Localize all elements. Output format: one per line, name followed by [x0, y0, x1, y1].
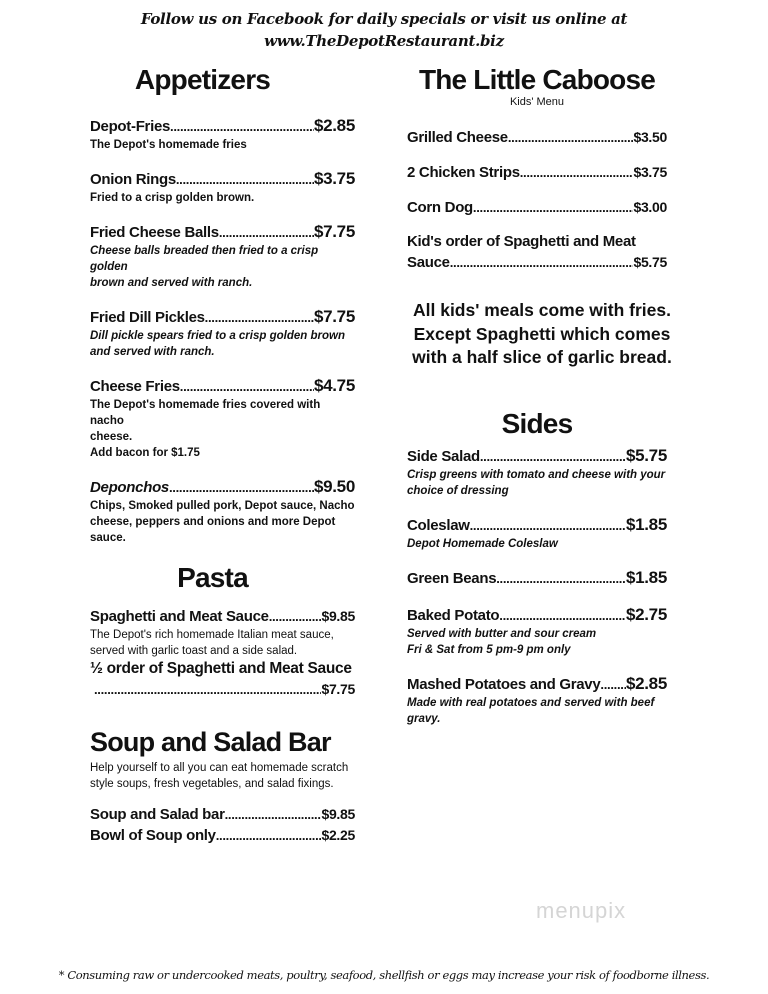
leader-dots — [219, 223, 314, 243]
menu-item — [407, 568, 667, 589]
item-price: $9.50 — [313, 477, 355, 496]
item-row — [407, 197, 667, 218]
item-price: $5.75 — [625, 445, 667, 465]
item-name: Fried Dill Pickles — [90, 309, 205, 326]
item-description: Add bacon for $1.75 — [90, 447, 200, 459]
item-description: Cheese balls breaded then fried to a crisp golden — [90, 245, 319, 273]
leader-dots — [180, 377, 314, 397]
note-line: All kids' meals come with fries. — [412, 300, 671, 320]
item-row — [407, 127, 667, 148]
item-row — [407, 515, 667, 536]
item-description: brown and served with ranch. — [90, 277, 253, 289]
item-row — [90, 477, 355, 498]
item-name: Coleslaw — [407, 516, 470, 534]
soup-description: style soups, fresh vegetables, and salad fixings. — [90, 778, 334, 790]
leader-dots — [205, 308, 314, 328]
menu-item — [407, 197, 667, 218]
item-row — [407, 605, 667, 626]
item-price: $1.85 — [625, 514, 667, 534]
menu-item — [90, 307, 355, 360]
item-row — [407, 162, 667, 183]
item-name: ½ order of Spaghetti and Meat Sauce — [90, 660, 352, 677]
item-row — [90, 169, 355, 190]
left-column — [90, 64, 355, 846]
menu-item — [407, 605, 667, 658]
item-row — [407, 568, 667, 589]
item-price: $7.75 — [313, 222, 355, 241]
menupix-watermark: menupix — [536, 898, 627, 923]
note-line: Except Spaghetti which comes — [413, 323, 671, 344]
item-price: $2.75 — [625, 604, 667, 624]
item-price: $9.85 — [321, 608, 355, 624]
menu-item — [90, 169, 355, 206]
food-safety-disclaimer: * Consuming raw or undercooked meats, poultry, seafood, shellfish or eggs may increase your risk of foodborne illness. — [58, 968, 710, 982]
item-name: Corn Dog — [407, 199, 473, 216]
item-name: Side Salad — [407, 447, 480, 465]
item-price: $3.50 — [633, 129, 667, 145]
leader-dots — [480, 447, 626, 467]
kids-note — [407, 299, 677, 370]
menu-item — [90, 477, 355, 546]
pasta-heading: Pasta — [177, 562, 248, 593]
item-description: cheese. — [90, 431, 133, 443]
menu-item — [407, 162, 667, 183]
item-name: Spaghetti and Meat Sauce — [90, 608, 269, 625]
leader-dots — [499, 606, 626, 626]
header-website: www.TheDepotRestaurant.biz — [264, 32, 504, 50]
item-name: Mashed Potatoes and Gravy — [407, 675, 601, 693]
item-row — [90, 307, 355, 328]
right-column — [407, 64, 672, 743]
item-price: $5.75 — [633, 254, 667, 270]
menu-item — [407, 127, 667, 148]
item-row — [90, 222, 355, 243]
item-price: $7.75 — [321, 681, 355, 697]
item-description: Made with real potatoes and served with beef — [407, 696, 655, 709]
item-price: $2.85 — [625, 673, 667, 693]
kids-heading: The Little Caboose — [418, 64, 656, 95]
item-description: Chips, Smoked pulled pork, Depot sauce, Nacho — [90, 500, 355, 512]
item-description: Dill pickle spears fried to a crisp golden brown — [90, 330, 345, 342]
item-row — [407, 446, 667, 467]
soup-description: Help yourself to all you can eat homemade scratch — [90, 762, 349, 774]
appetizers-heading: Appetizers — [134, 64, 271, 95]
soup-salad-heading: Soup and Salad Bar — [90, 727, 331, 757]
menu-item — [90, 116, 355, 153]
item-description: Fried to a crisp golden brown. — [90, 192, 255, 204]
item-price: $3.00 — [633, 199, 667, 215]
item-price: $2.85 — [313, 116, 355, 135]
leader-dots — [169, 478, 314, 498]
item-description: The Depot's homemade fries covered with nacho — [90, 399, 321, 427]
item-price: $2.25 — [321, 827, 355, 843]
menu-item — [407, 446, 667, 499]
leader-dots — [600, 675, 626, 695]
appetizers-list — [90, 116, 355, 546]
leader-dots — [170, 117, 314, 137]
leader-dots — [473, 198, 634, 218]
kids-subtitle: Kids' Menu — [509, 96, 565, 108]
item-row — [407, 674, 667, 695]
item-name: Fried Cheese Balls — [90, 224, 219, 241]
item-price: $4.75 — [313, 376, 355, 395]
item-name: Deponchos — [90, 479, 169, 496]
leader-dots — [176, 170, 314, 190]
item-description: The Depot's rich homemade Italian meat sauce, — [90, 629, 334, 641]
item-description: gravy. — [407, 712, 441, 725]
item-price: $1.85 — [625, 567, 667, 587]
leader-dots — [520, 163, 634, 183]
item-description: The Depot's homemade fries — [90, 139, 247, 151]
menu-item — [407, 252, 667, 273]
menu-item — [90, 222, 355, 291]
sides-list — [407, 446, 667, 727]
item-name: Cheese Fries — [90, 378, 180, 395]
item-name: Onion Rings — [90, 171, 176, 188]
item-name: Green Beans — [407, 569, 497, 587]
item-description: choice of dressing — [407, 484, 509, 497]
header-line-1: Follow us on Facebook for daily specials or visit us online at — [140, 10, 628, 28]
item-description: sauce. — [90, 532, 126, 544]
kids-list — [407, 127, 667, 218]
item-description: served with garlic toast and a side salad. — [90, 645, 298, 657]
item-price: $7.75 — [313, 307, 355, 326]
item-description: and served with ranch. — [90, 346, 215, 358]
menu-item — [90, 606, 355, 700]
item-name: Bowl of Soup only — [90, 827, 216, 844]
leader-dots — [508, 128, 634, 148]
item-name: Soup and Salad bar — [90, 806, 225, 823]
item-name: Depot-Fries — [90, 118, 171, 135]
sides-heading: Sides — [501, 407, 573, 439]
item-description: Depot Homemade Coleslaw — [407, 537, 558, 550]
item-name: Kid's order of Spaghetti and Meat — [407, 233, 636, 250]
menu-item — [90, 825, 355, 846]
item-price: $3.75 — [313, 169, 355, 188]
item-description: cheese, peppers and onions and more Depot — [90, 516, 336, 528]
menu-item — [407, 674, 667, 727]
item-name: 2 Chicken Strips — [407, 164, 520, 181]
item-description: Fri & Sat from 5 pm-9 pm only — [407, 643, 571, 656]
note-line: with a half slice of garlic bread. — [412, 347, 672, 367]
item-description: Served with butter and sour cream — [407, 627, 597, 640]
item-price: $3.75 — [633, 164, 667, 180]
menu-item — [90, 376, 355, 461]
leader-dots — [470, 516, 626, 536]
item-row — [90, 116, 355, 137]
item-name: Baked Potato — [407, 606, 500, 624]
menu-item — [407, 515, 667, 552]
item-description: Crisp greens with tomato and cheese with your — [407, 468, 666, 481]
leader-dots — [496, 569, 626, 589]
item-name: Grilled Cheese — [407, 129, 508, 146]
menu-item — [90, 804, 355, 825]
item-row — [90, 376, 355, 397]
item-price: $9.85 — [321, 806, 355, 822]
item-name: Sauce — [407, 254, 450, 271]
